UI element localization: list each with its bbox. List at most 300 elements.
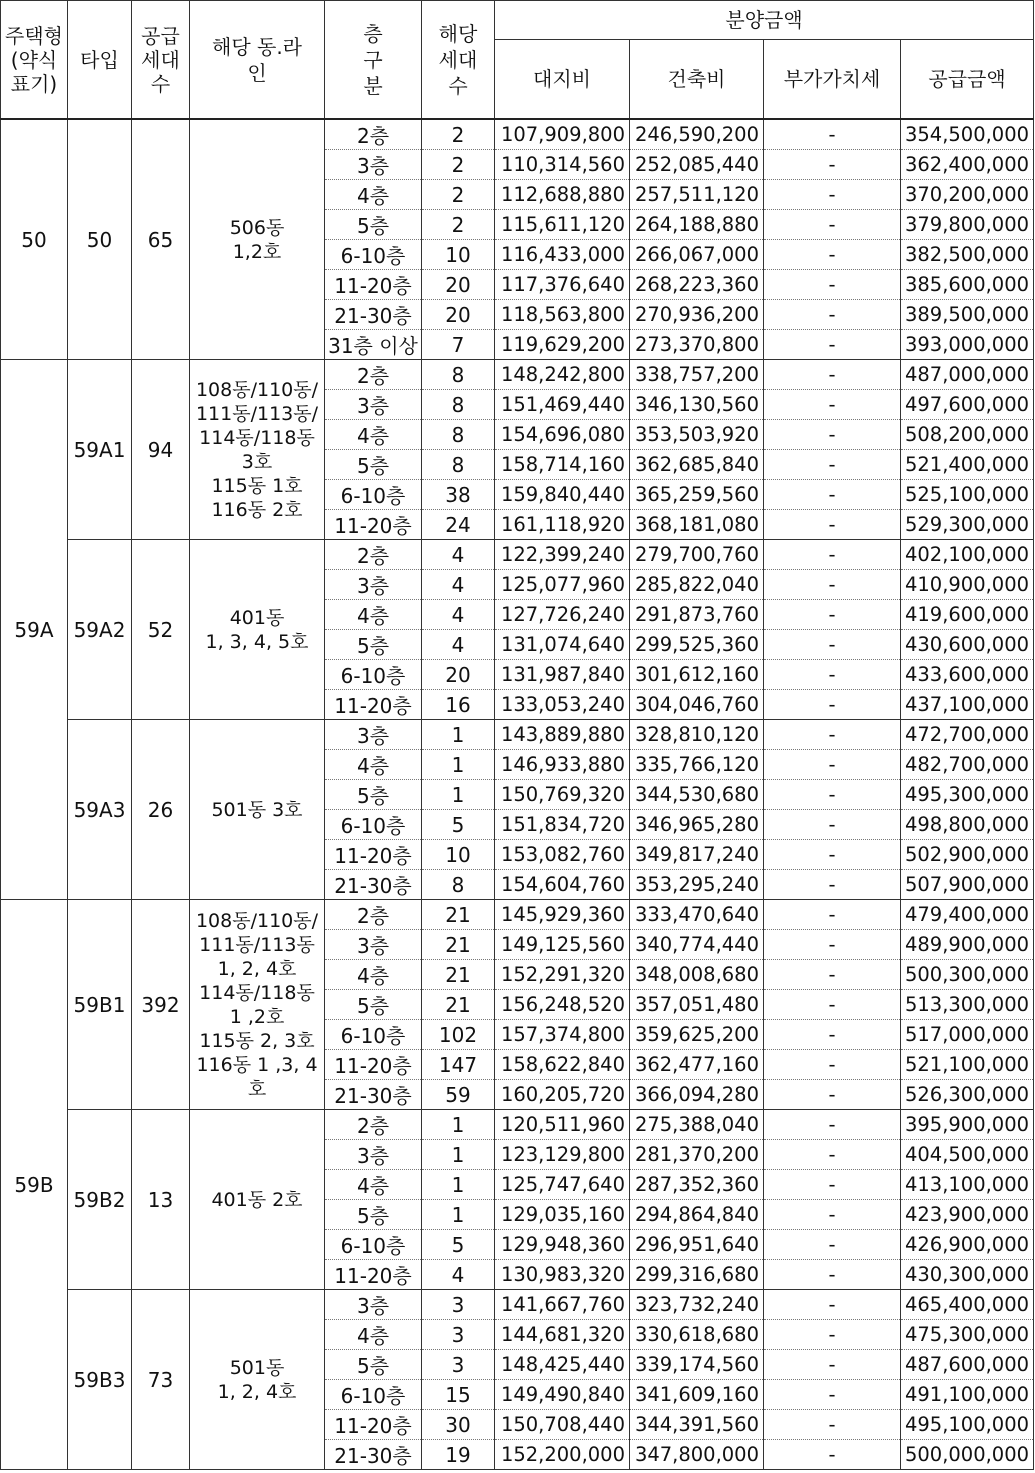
floor-cell: 4층 <box>325 420 422 450</box>
units-cell: 8 <box>422 390 495 420</box>
total-price-cell: 379,800,000 <box>901 210 1034 240</box>
table-row <box>1 900 1034 930</box>
land-price-cell: 143,889,880 <box>495 720 630 750</box>
total-price-cell: 430,600,000 <box>901 630 1034 660</box>
vat-cell: - <box>764 780 901 810</box>
units-cell: 2 <box>422 180 495 210</box>
land-price-cell: 145,929,360 <box>495 900 630 930</box>
land-price-cell: 131,987,840 <box>495 660 630 690</box>
land-price-cell: 154,604,760 <box>495 870 630 900</box>
header-total: 공급금액 <box>901 40 1034 120</box>
vat-cell: - <box>764 330 901 360</box>
building-price-cell: 273,370,800 <box>630 330 764 360</box>
total-price-cell: 507,900,000 <box>901 870 1034 900</box>
total-price-cell: 521,400,000 <box>901 450 1034 480</box>
vat-cell: - <box>764 119 901 150</box>
floor-cell: 5층 <box>325 450 422 480</box>
floor-cell: 5층 <box>325 990 422 1020</box>
building-price-cell: 330,618,680 <box>630 1320 764 1350</box>
total-price-cell: 362,400,000 <box>901 150 1034 180</box>
land-price-cell: 130,983,320 <box>495 1260 630 1290</box>
floor-cell: 6-10층 <box>325 1020 422 1050</box>
floor-cell: 21-30층 <box>325 300 422 330</box>
building-price-cell: 368,181,080 <box>630 510 764 540</box>
units-cell: 20 <box>422 270 495 300</box>
floor-cell: 3층 <box>325 930 422 960</box>
type-cell: 59A3 <box>68 720 132 900</box>
floor-cell: 5층 <box>325 1200 422 1230</box>
building-price-cell: 346,965,280 <box>630 810 764 840</box>
vat-cell: - <box>764 1230 901 1260</box>
land-price-cell: 151,469,440 <box>495 390 630 420</box>
total-price-cell: 497,600,000 <box>901 390 1034 420</box>
units-cell: 59 <box>422 1080 495 1110</box>
land-price-cell: 154,696,080 <box>495 420 630 450</box>
building-price-cell: 362,477,160 <box>630 1050 764 1080</box>
vat-cell: - <box>764 390 901 420</box>
housing-type-cell: 59B <box>1 900 68 1470</box>
floor-cell: 4층 <box>325 600 422 630</box>
floor-cell: 6-10층 <box>325 1230 422 1260</box>
total-price-cell: 404,500,000 <box>901 1140 1034 1170</box>
building-price-cell: 347,800,000 <box>630 1440 764 1470</box>
vat-cell: - <box>764 690 901 720</box>
vat-cell: - <box>764 1050 901 1080</box>
units-cell: 15 <box>422 1380 495 1410</box>
units-cell: 19 <box>422 1440 495 1470</box>
land-price-cell: 153,082,760 <box>495 840 630 870</box>
building-price-cell: 339,174,560 <box>630 1350 764 1380</box>
land-price-cell: 133,053,240 <box>495 690 630 720</box>
floor-cell: 21-30층 <box>325 1440 422 1470</box>
vat-cell: - <box>764 1410 901 1440</box>
building-price-cell: 279,700,760 <box>630 540 764 570</box>
total-price-cell: 402,100,000 <box>901 540 1034 570</box>
total-price-cell: 513,300,000 <box>901 990 1034 1020</box>
land-price-cell: 156,248,520 <box>495 990 630 1020</box>
vat-cell: - <box>764 180 901 210</box>
building-price-cell: 353,295,240 <box>630 870 764 900</box>
building-price-cell: 344,530,680 <box>630 780 764 810</box>
units-cell: 8 <box>422 420 495 450</box>
building-price-cell: 299,525,360 <box>630 630 764 660</box>
floor-cell: 5층 <box>325 210 422 240</box>
floor-cell: 21-30층 <box>325 1080 422 1110</box>
units-cell: 5 <box>422 1230 495 1260</box>
units-cell: 4 <box>422 570 495 600</box>
building-price-cell: 266,067,000 <box>630 240 764 270</box>
total-price-cell: 491,100,000 <box>901 1380 1034 1410</box>
total-price-cell: 487,000,000 <box>901 360 1034 390</box>
units-cell: 4 <box>422 600 495 630</box>
total-price-cell: 385,600,000 <box>901 270 1034 300</box>
land-price-cell: 148,242,800 <box>495 360 630 390</box>
vat-cell: - <box>764 810 901 840</box>
building-price-cell: 362,685,840 <box>630 450 764 480</box>
land-price-cell: 159,840,440 <box>495 480 630 510</box>
units-cell: 38 <box>422 480 495 510</box>
building-price-cell: 304,046,760 <box>630 690 764 720</box>
building-price-cell: 344,391,560 <box>630 1410 764 1440</box>
floor-cell: 2층 <box>325 900 422 930</box>
total-price-cell: 508,200,000 <box>901 420 1034 450</box>
total-price-cell: 426,900,000 <box>901 1230 1034 1260</box>
building-price-cell: 281,370,200 <box>630 1140 764 1170</box>
price-table-body <box>1 119 1034 1470</box>
table-row <box>1 119 1034 150</box>
floor-cell: 11-20층 <box>325 1260 422 1290</box>
total-price-cell: 500,300,000 <box>901 960 1034 990</box>
total-price-cell: 410,900,000 <box>901 570 1034 600</box>
floor-cell: 6-10층 <box>325 480 422 510</box>
floor-cell: 31층 이상 <box>325 330 422 360</box>
vat-cell: - <box>764 750 901 780</box>
supply-units-cell: 52 <box>132 540 190 720</box>
units-cell: 24 <box>422 510 495 540</box>
type-cell: 59B2 <box>68 1110 132 1290</box>
units-cell: 4 <box>422 630 495 660</box>
building-price-cell: 366,094,280 <box>630 1080 764 1110</box>
total-price-cell: 479,400,000 <box>901 900 1034 930</box>
type-cell: 50 <box>68 119 132 360</box>
vat-cell: - <box>764 960 901 990</box>
land-price-cell: 141,667,760 <box>495 1290 630 1320</box>
units-cell: 102 <box>422 1020 495 1050</box>
vat-cell: - <box>764 450 901 480</box>
total-price-cell: 525,100,000 <box>901 480 1034 510</box>
vat-cell: - <box>764 1110 901 1140</box>
total-price-cell: 354,500,000 <box>901 119 1034 150</box>
total-price-cell: 437,100,000 <box>901 690 1034 720</box>
floor-cell: 3층 <box>325 150 422 180</box>
dong-line-cell: 506동 1,2호 <box>190 119 325 360</box>
vat-cell: - <box>764 1380 901 1410</box>
vat-cell: - <box>764 1260 901 1290</box>
land-price-cell: 129,035,160 <box>495 1200 630 1230</box>
vat-cell: - <box>764 1140 901 1170</box>
units-cell: 1 <box>422 750 495 780</box>
land-price-cell: 119,629,200 <box>495 330 630 360</box>
type-cell: 59A1 <box>68 360 132 540</box>
vat-cell: - <box>764 720 901 750</box>
floor-cell: 2층 <box>325 360 422 390</box>
header-vat: 부가가치세 <box>764 40 901 120</box>
building-price-cell: 335,766,120 <box>630 750 764 780</box>
units-cell: 2 <box>422 150 495 180</box>
floor-cell: 6-10층 <box>325 810 422 840</box>
building-price-cell: 340,774,440 <box>630 930 764 960</box>
floor-cell: 6-10층 <box>325 240 422 270</box>
vat-cell: - <box>764 660 901 690</box>
header-land: 대지비 <box>495 40 630 120</box>
units-cell: 1 <box>422 1110 495 1140</box>
total-price-cell: 498,800,000 <box>901 810 1034 840</box>
units-cell: 21 <box>422 900 495 930</box>
units-cell: 8 <box>422 870 495 900</box>
land-price-cell: 125,747,640 <box>495 1170 630 1200</box>
floor-cell: 11-20층 <box>325 1050 422 1080</box>
total-price-cell: 487,600,000 <box>901 1350 1034 1380</box>
table-row <box>1 1110 1034 1140</box>
dong-line-cell: 108동/110동/ 111동/113동/ 114동/118동 3호 115동 1호 116동 2호 <box>190 360 325 540</box>
total-price-cell: 393,000,000 <box>901 330 1034 360</box>
floor-cell: 6-10층 <box>325 660 422 690</box>
floor-cell: 4층 <box>325 750 422 780</box>
vat-cell: - <box>764 150 901 180</box>
header-dong-line: 해당 동.라인 <box>190 1 325 120</box>
floor-cell: 3층 <box>325 570 422 600</box>
housing-type-cell: 59A <box>1 360 68 900</box>
land-price-cell: 127,726,240 <box>495 600 630 630</box>
vat-cell: - <box>764 240 901 270</box>
floor-cell: 5층 <box>325 630 422 660</box>
building-price-cell: 287,352,360 <box>630 1170 764 1200</box>
units-cell: 4 <box>422 1260 495 1290</box>
supply-units-cell: 13 <box>132 1110 190 1290</box>
land-price-cell: 123,129,800 <box>495 1140 630 1170</box>
land-price-cell: 117,376,640 <box>495 270 630 300</box>
building-price-cell: 285,822,040 <box>630 570 764 600</box>
land-price-cell: 148,425,440 <box>495 1350 630 1380</box>
land-price-cell: 152,200,000 <box>495 1440 630 1470</box>
floor-cell: 4층 <box>325 180 422 210</box>
supply-units-cell: 392 <box>132 900 190 1110</box>
building-price-cell: 328,810,120 <box>630 720 764 750</box>
total-price-cell: 482,700,000 <box>901 750 1034 780</box>
header-floor: 층 구분 <box>325 1 422 120</box>
units-cell: 21 <box>422 990 495 1020</box>
total-price-cell: 529,300,000 <box>901 510 1034 540</box>
building-price-cell: 357,051,480 <box>630 990 764 1020</box>
units-cell: 8 <box>422 450 495 480</box>
vat-cell: - <box>764 1200 901 1230</box>
header-housing-type: 주택형 (약식 표기) <box>1 1 68 120</box>
building-price-cell: 294,864,840 <box>630 1200 764 1230</box>
land-price-cell: 158,622,840 <box>495 1050 630 1080</box>
total-price-cell: 465,400,000 <box>901 1290 1034 1320</box>
building-price-cell: 252,085,440 <box>630 150 764 180</box>
land-price-cell: 158,714,160 <box>495 450 630 480</box>
total-price-cell: 423,900,000 <box>901 1200 1034 1230</box>
dong-line-cell: 401동 2호 <box>190 1110 325 1290</box>
vat-cell: - <box>764 210 901 240</box>
supply-units-cell: 26 <box>132 720 190 900</box>
land-price-cell: 118,563,800 <box>495 300 630 330</box>
type-cell: 59B3 <box>68 1290 132 1470</box>
building-price-cell: 346,130,560 <box>630 390 764 420</box>
units-cell: 10 <box>422 240 495 270</box>
building-price-cell: 257,511,120 <box>630 180 764 210</box>
land-price-cell: 151,834,720 <box>495 810 630 840</box>
floor-cell: 5층 <box>325 780 422 810</box>
building-price-cell: 270,936,200 <box>630 300 764 330</box>
total-price-cell: 475,300,000 <box>901 1320 1034 1350</box>
building-price-cell: 268,223,360 <box>630 270 764 300</box>
floor-cell: 21-30층 <box>325 870 422 900</box>
vat-cell: - <box>764 990 901 1020</box>
total-price-cell: 502,900,000 <box>901 840 1034 870</box>
vat-cell: - <box>764 540 901 570</box>
floor-cell: 11-20층 <box>325 840 422 870</box>
dong-line-cell: 108동/110동/ 111동/113동 1, 2, 4호 114동/118동 1 ,2호 115동 2, 3호 116동 1 ,3, 4호 <box>190 900 325 1110</box>
building-price-cell: 296,951,640 <box>630 1230 764 1260</box>
floor-cell: 3층 <box>325 1140 422 1170</box>
units-cell: 3 <box>422 1350 495 1380</box>
vat-cell: - <box>764 570 901 600</box>
vat-cell: - <box>764 1080 901 1110</box>
total-price-cell: 419,600,000 <box>901 600 1034 630</box>
table-row <box>1 720 1034 750</box>
units-cell: 147 <box>422 1050 495 1080</box>
floor-cell: 4층 <box>325 1170 422 1200</box>
total-price-cell: 370,200,000 <box>901 180 1034 210</box>
units-cell: 1 <box>422 1170 495 1200</box>
units-cell: 1 <box>422 1200 495 1230</box>
building-price-cell: 353,503,920 <box>630 420 764 450</box>
floor-cell: 3층 <box>325 720 422 750</box>
units-cell: 10 <box>422 840 495 870</box>
units-cell: 20 <box>422 660 495 690</box>
building-price-cell: 299,316,680 <box>630 1260 764 1290</box>
vat-cell: - <box>764 510 901 540</box>
type-cell: 59A2 <box>68 540 132 720</box>
table-row <box>1 1290 1034 1320</box>
land-price-cell: 107,909,800 <box>495 119 630 150</box>
total-price-cell: 517,000,000 <box>901 1020 1034 1050</box>
units-cell: 30 <box>422 1410 495 1440</box>
header-supply-units: 공급 세대수 <box>132 1 190 120</box>
housing-type-cell: 50 <box>1 119 68 360</box>
header-units: 해당 세대수 <box>422 1 495 120</box>
land-price-cell: 150,708,440 <box>495 1410 630 1440</box>
dong-line-cell: 501동 1, 2, 4호 <box>190 1290 325 1470</box>
units-cell: 1 <box>422 1140 495 1170</box>
units-cell: 21 <box>422 930 495 960</box>
vat-cell: - <box>764 840 901 870</box>
land-price-cell: 149,490,840 <box>495 1380 630 1410</box>
land-price-cell: 152,291,320 <box>495 960 630 990</box>
units-cell: 7 <box>422 330 495 360</box>
table-row <box>1 360 1034 390</box>
supply-units-cell: 65 <box>132 119 190 360</box>
total-price-cell: 495,300,000 <box>901 780 1034 810</box>
total-price-cell: 389,500,000 <box>901 300 1034 330</box>
type-cell: 59B1 <box>68 900 132 1110</box>
total-price-cell: 413,100,000 <box>901 1170 1034 1200</box>
vat-cell: - <box>764 600 901 630</box>
land-price-cell: 125,077,960 <box>495 570 630 600</box>
total-price-cell: 489,900,000 <box>901 930 1034 960</box>
land-price-cell: 120,511,960 <box>495 1110 630 1140</box>
header-price-group: 분양금액 <box>495 1 1034 40</box>
units-cell: 3 <box>422 1320 495 1350</box>
building-price-cell: 275,388,040 <box>630 1110 764 1140</box>
vat-cell: - <box>764 1350 901 1380</box>
building-price-cell: 291,873,760 <box>630 600 764 630</box>
floor-cell: 11-20층 <box>325 690 422 720</box>
building-price-cell: 349,817,240 <box>630 840 764 870</box>
floor-cell: 3층 <box>325 1290 422 1320</box>
vat-cell: - <box>764 1440 901 1470</box>
total-price-cell: 395,900,000 <box>901 1110 1034 1140</box>
table-row <box>1 540 1034 570</box>
vat-cell: - <box>764 270 901 300</box>
units-cell: 16 <box>422 690 495 720</box>
total-price-cell: 526,300,000 <box>901 1080 1034 1110</box>
building-price-cell: 338,757,200 <box>630 360 764 390</box>
land-price-cell: 150,769,320 <box>495 780 630 810</box>
units-cell: 8 <box>422 360 495 390</box>
vat-cell: - <box>764 1020 901 1050</box>
vat-cell: - <box>764 1320 901 1350</box>
floor-cell: 6-10층 <box>325 1380 422 1410</box>
units-cell: 20 <box>422 300 495 330</box>
vat-cell: - <box>764 930 901 960</box>
units-cell: 3 <box>422 1290 495 1320</box>
units-cell: 2 <box>422 210 495 240</box>
land-price-cell: 131,074,640 <box>495 630 630 660</box>
total-price-cell: 382,500,000 <box>901 240 1034 270</box>
floor-cell: 3층 <box>325 390 422 420</box>
land-price-cell: 160,205,720 <box>495 1080 630 1110</box>
building-price-cell: 264,188,880 <box>630 210 764 240</box>
supply-units-cell: 94 <box>132 360 190 540</box>
land-price-cell: 122,399,240 <box>495 540 630 570</box>
land-price-cell: 144,681,320 <box>495 1320 630 1350</box>
total-price-cell: 500,000,000 <box>901 1440 1034 1470</box>
land-price-cell: 116,433,000 <box>495 240 630 270</box>
vat-cell: - <box>764 870 901 900</box>
vat-cell: - <box>764 360 901 390</box>
land-price-cell: 129,948,360 <box>495 1230 630 1260</box>
supply-units-cell: 73 <box>132 1290 190 1470</box>
vat-cell: - <box>764 900 901 930</box>
land-price-cell: 112,688,880 <box>495 180 630 210</box>
land-price-cell: 110,314,560 <box>495 150 630 180</box>
floor-cell: 11-20층 <box>325 510 422 540</box>
vat-cell: - <box>764 1290 901 1320</box>
total-price-cell: 433,600,000 <box>901 660 1034 690</box>
land-price-cell: 146,933,880 <box>495 750 630 780</box>
floor-cell: 2층 <box>325 1110 422 1140</box>
units-cell: 4 <box>422 540 495 570</box>
dong-line-cell: 401동 1, 3, 4, 5호 <box>190 540 325 720</box>
units-cell: 1 <box>422 720 495 750</box>
land-price-cell: 149,125,560 <box>495 930 630 960</box>
total-price-cell: 472,700,000 <box>901 720 1034 750</box>
building-price-cell: 323,732,240 <box>630 1290 764 1320</box>
vat-cell: - <box>764 420 901 450</box>
total-price-cell: 521,100,000 <box>901 1050 1034 1080</box>
units-cell: 21 <box>422 960 495 990</box>
building-price-cell: 333,470,640 <box>630 900 764 930</box>
floor-cell: 4층 <box>325 1320 422 1350</box>
land-price-cell: 161,118,920 <box>495 510 630 540</box>
building-price-cell: 365,259,560 <box>630 480 764 510</box>
building-price-cell: 246,590,200 <box>630 119 764 150</box>
floor-cell: 11-20층 <box>325 1410 422 1440</box>
floor-cell: 11-20층 <box>325 270 422 300</box>
building-price-cell: 348,008,680 <box>630 960 764 990</box>
building-price-cell: 341,609,160 <box>630 1380 764 1410</box>
land-price-cell: 157,374,800 <box>495 1020 630 1050</box>
floor-cell: 2층 <box>325 119 422 150</box>
total-price-cell: 430,300,000 <box>901 1260 1034 1290</box>
header-type: 타입 <box>68 1 132 120</box>
floor-cell: 5층 <box>325 1350 422 1380</box>
vat-cell: - <box>764 630 901 660</box>
dong-line-cell: 501동 3호 <box>190 720 325 900</box>
